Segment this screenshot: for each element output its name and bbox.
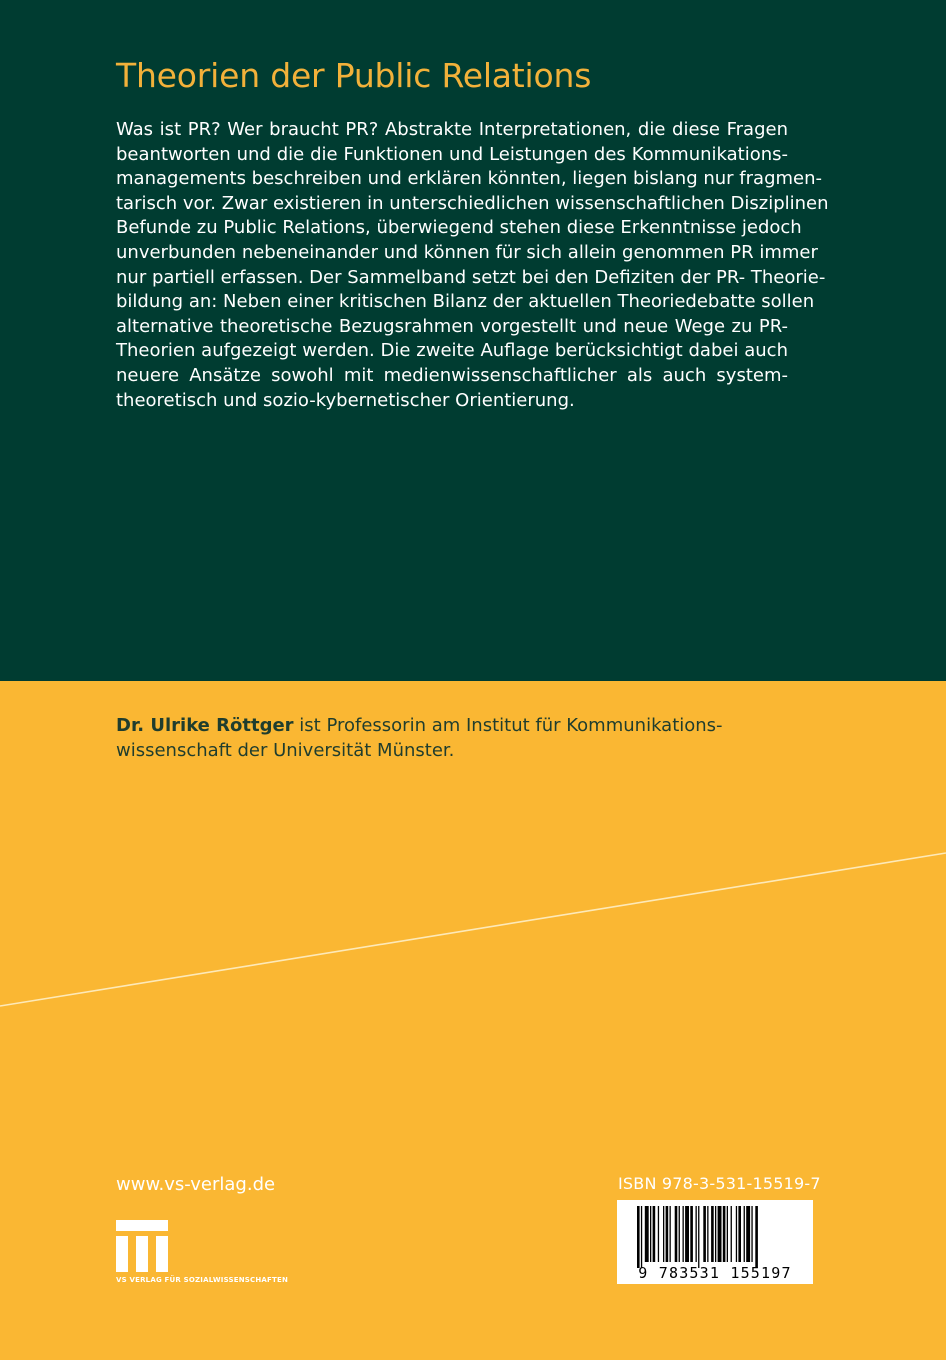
blurb-line: Was ist PR? Wer braucht PR? Abstrakte Interpretationen, die diese Fragen <box>116 119 788 140</box>
barcode-bar <box>738 1206 741 1262</box>
blurb-line: managements beschreiben und erklären könnten, liegen bislang nur fragmen- <box>116 168 823 190</box>
blurb-line: unverbunden nebeneinander und können für sich allein genommen PR immer <box>116 241 818 263</box>
barcode-bar <box>698 1206 699 1268</box>
barcode-bar <box>683 1206 684 1262</box>
barcode-bar <box>723 1206 726 1262</box>
barcode-bar <box>731 1206 732 1262</box>
author-bio-line: wissenschaft der Universität Münster. <box>116 740 455 761</box>
barcode-bar <box>653 1206 656 1262</box>
barcode-bar <box>703 1206 706 1262</box>
barcode-digits: 9 783531 155197 <box>638 1264 792 1282</box>
barcode-bar <box>675 1206 678 1262</box>
barcode-bar <box>751 1206 752 1262</box>
barcode-bar <box>650 1206 651 1262</box>
barcode-bar <box>666 1206 669 1262</box>
author-bio <box>116 713 736 763</box>
author-bio-line <box>116 713 736 738</box>
blurb-line: tarisch vor. Zwar existieren in unterschiedlichen wissenschaftlichen Disziplinen <box>116 192 829 214</box>
barcode-bar <box>746 1206 750 1262</box>
author-name: Dr. Ulrike Röttger <box>116 715 294 736</box>
isbn-label: ISBN 978-3-531-15519-7 <box>618 1174 821 1193</box>
blurb-line: bildung an: Neben einer kritischen Bilanz der aktuellen Theoriedebatte sollen <box>116 291 815 313</box>
barcode-bar <box>755 1206 758 1268</box>
barcode-bar <box>670 1206 671 1262</box>
blurb-line: alternative theoretische Bezugsrahmen vorgestellt und neue Wege zu PR- <box>116 315 788 337</box>
barcode-bar <box>736 1206 737 1262</box>
vs-verlag-logo-icon <box>116 1220 168 1272</box>
blurb-line: theoretisch und sozio-kybernetischer Orientierung. <box>116 389 575 411</box>
barcode-bar <box>645 1206 649 1262</box>
barcode-bar <box>685 1206 689 1262</box>
barcode-bar <box>744 1206 745 1262</box>
blurb-line: beantworten und die die Funktionen und Leistungen des Kommunikations- <box>116 143 788 165</box>
publisher-name: VS VERLAG FÜR SOZIALWISSENSCHAFTEN <box>116 1276 289 1284</box>
barcode-bar <box>696 1206 697 1262</box>
barcode-bar <box>637 1206 640 1268</box>
barcode-bar <box>658 1206 659 1262</box>
publisher-url[interactable]: www.vs-verlag.de <box>116 1174 276 1195</box>
barcode-bar <box>663 1206 664 1262</box>
barcode <box>617 1200 813 1284</box>
author-bio-text: ist Professorin am Institut für Kommunikations- <box>293 715 723 736</box>
barcode-bar <box>679 1206 680 1262</box>
barcode-bar <box>727 1206 728 1262</box>
blurb-line: Theorien aufgezeigt werden. Die zweite Auflage berücksichtigt dabei auch <box>116 340 788 362</box>
barcode-bar <box>715 1206 716 1262</box>
barcode-bar <box>707 1206 708 1262</box>
blurb-line: nur partiell erfassen. Der Sammelband setzt bei den Defiziten der PR- Theorie- <box>116 266 826 288</box>
barcode-bar <box>718 1206 722 1262</box>
blurb-line: Befunde zu Public Relations, überwiegend stehen diese Erkenntnisse jedoch <box>116 217 802 239</box>
blurb-line: neuere Ansätze sowohl mit medienwissenschaftlicher als auch system- <box>116 364 788 386</box>
book-blurb <box>116 118 829 413</box>
book-title: Theorien der Public Relations <box>116 56 592 95</box>
barcode-bar <box>690 1206 693 1262</box>
barcode-bar <box>641 1206 642 1268</box>
barcode-bar <box>711 1206 714 1262</box>
